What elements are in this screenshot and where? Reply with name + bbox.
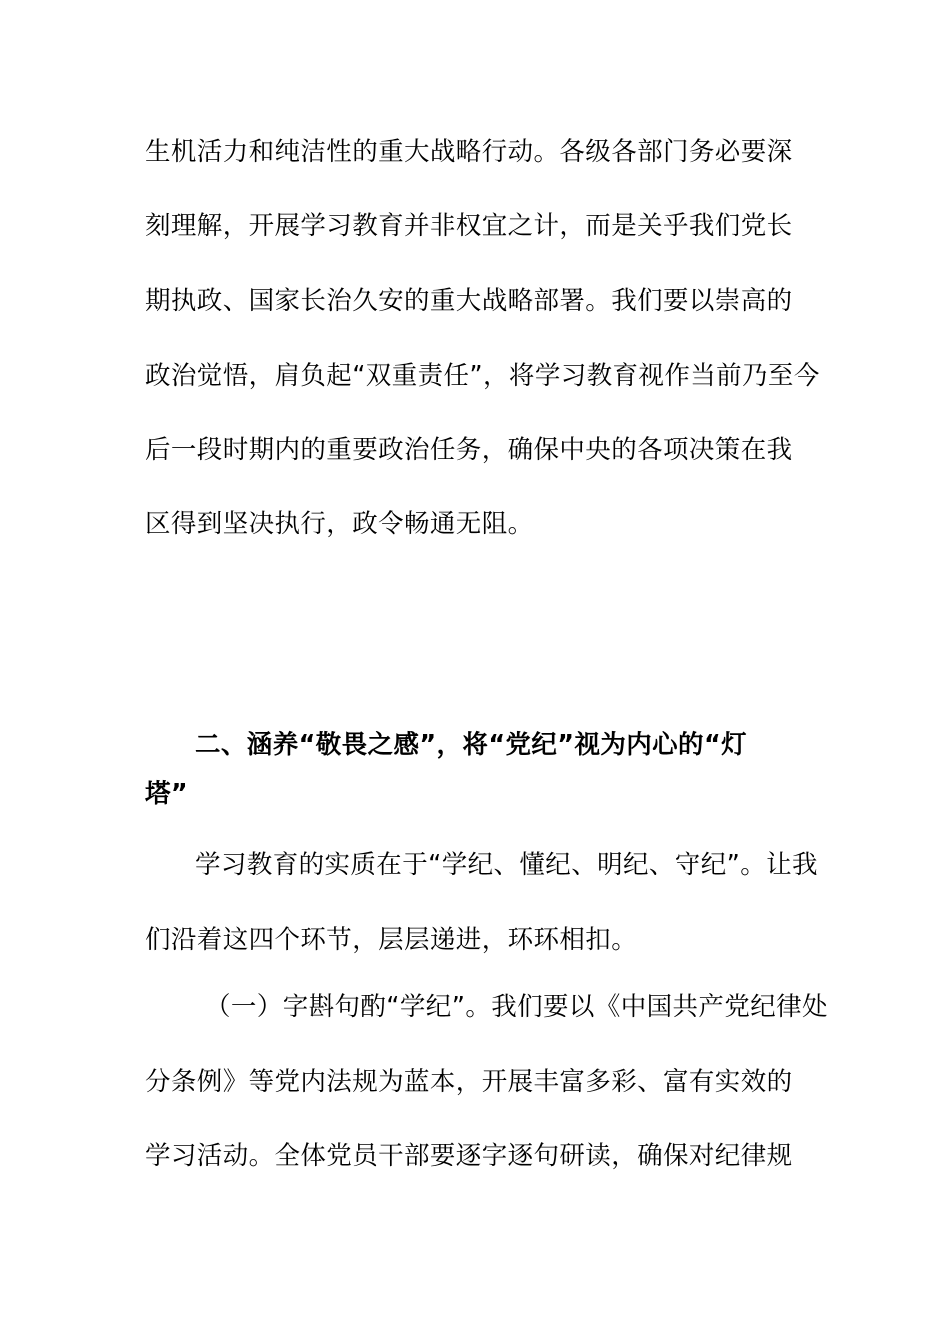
section-heading-line-2: 塔”: [145, 779, 189, 809]
paragraph1-line-6: 区得到坚决执行，政令畅通无阻。: [145, 509, 534, 539]
paragraph2-line-1: 学习教育的实质在于“学纪、懂纪、明纪、守纪”。让我: [195, 850, 818, 880]
section-heading-line-1: 二、涵养“敬畏之感”，将“党纪”视为内心的“灯: [195, 730, 747, 760]
paragraph1-line-1: 生机活力和纯洁性的重大战略行动。各级各部门务必要深: [145, 137, 793, 167]
paragraph2-line-2: 们沿着这四个环节，层层递进，环环相扣。: [145, 925, 638, 955]
paragraph3-line-1: （一）字斟句酌“学纪”。我们要以《中国共产党纪律处: [205, 992, 828, 1022]
paragraph1-line-3: 期执政、国家长治久安的重大战略部署。我们要以崇高的: [145, 286, 793, 316]
paragraph1-line-2: 刻理解，开展学习教育并非权宜之计，而是关乎我们党长: [145, 211, 793, 241]
paragraph1-line-4: 政治觉悟，肩负起“双重责任”，将学习教育视作当前乃至今: [145, 361, 820, 391]
paragraph3-line-2: 分条例》等党内法规为蓝本，开展丰富多彩、富有实效的: [145, 1067, 793, 1097]
paragraph1-line-5: 后一段时期内的重要政治任务，确保中央的各项决策在我: [145, 435, 793, 465]
paragraph3-line-3: 学习活动。全体党员干部要逐字逐句研读，确保对纪律规: [145, 1141, 793, 1171]
